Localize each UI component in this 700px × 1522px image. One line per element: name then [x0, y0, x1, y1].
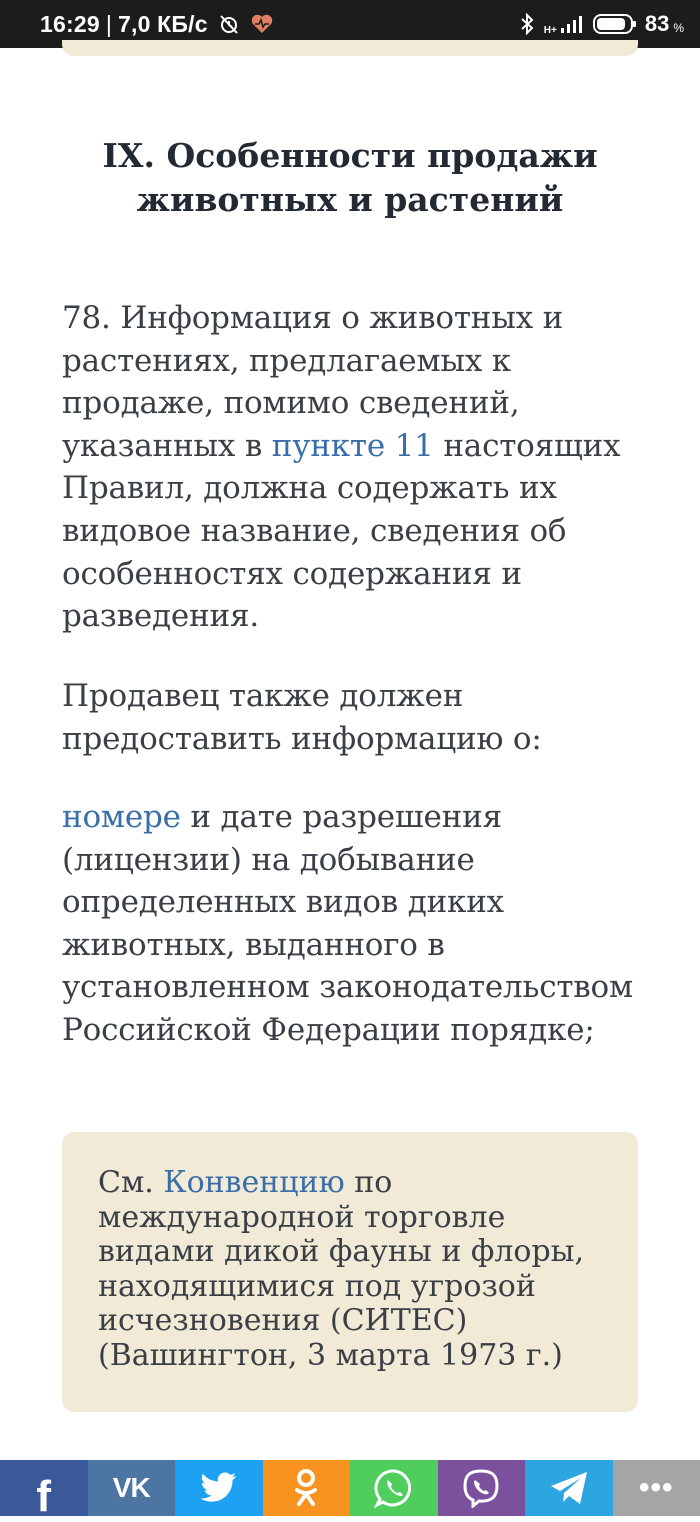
bluetooth-icon	[520, 13, 534, 35]
share-odnoklassniki-button[interactable]	[263, 1460, 351, 1516]
whatsapp-icon	[374, 1468, 414, 1508]
share-twitter-button[interactable]	[175, 1460, 263, 1516]
note-text: по международной торговле видами дикой фауны и флоры, находящимися под угрозой исчезновения (СИТЕС) (Вашингтон, 3 марта 1973 г.)	[98, 1165, 584, 1373]
link-license-number[interactable]: номере	[62, 799, 181, 835]
battery-unit: %	[673, 21, 684, 35]
share-telegram-button[interactable]	[525, 1460, 613, 1516]
note-box	[62, 1132, 638, 1412]
vk-icon: VK	[113, 1472, 150, 1504]
share-facebook-button[interactable]	[0, 1460, 88, 1516]
twitter-icon	[200, 1472, 238, 1504]
paragraph-license-text: и дате разрешения (лицензии) на добывание определенных видов диких животных, выданного в установленном законодательством Российской Федерации порядке;	[62, 799, 633, 1048]
battery-icon	[593, 13, 637, 35]
share-bar	[0, 1460, 700, 1516]
share-vk-button[interactable]	[88, 1460, 176, 1516]
network-speed: 7,0 КБ/с	[118, 11, 208, 38]
link-point-11[interactable]: пункте 11	[272, 428, 434, 464]
health-heart-icon	[250, 13, 274, 35]
battery-level: 83	[645, 11, 669, 37]
status-separator: |	[106, 11, 112, 38]
clock: 16:29	[40, 11, 100, 38]
previous-note-card	[62, 40, 638, 56]
paragraph-78	[62, 297, 652, 638]
link-convention[interactable]: Конвенцию	[163, 1165, 344, 1200]
telegram-icon	[549, 1470, 589, 1506]
viber-icon	[461, 1468, 501, 1508]
paragraph-license	[62, 796, 652, 1052]
facebook-icon: f	[36, 1472, 51, 1522]
odnoklassniki-icon	[293, 1468, 319, 1508]
more-icon: •••	[639, 1471, 674, 1505]
share-whatsapp-button[interactable]	[350, 1460, 438, 1516]
section-heading: IX. Особенности продажи животных и растений	[60, 134, 640, 222]
paragraph-78-text-end: настоящих Правил, должна содержать их видовое название, сведения об особенностях содержания и разведения.	[62, 428, 620, 634]
share-viber-button[interactable]	[438, 1460, 526, 1516]
signal-icon: H+	[544, 12, 583, 36]
paragraph-seller-info: Продавец также должен предоставить информацию о:	[62, 675, 652, 760]
alarm-off-icon	[218, 13, 240, 35]
note-prefix: См.	[98, 1165, 163, 1200]
paragraph-78-text: 78. Информация о животных и растениях, предлагаемых к продаже, помимо сведений, указанных в	[62, 300, 563, 464]
share-more-button[interactable]	[613, 1460, 700, 1516]
